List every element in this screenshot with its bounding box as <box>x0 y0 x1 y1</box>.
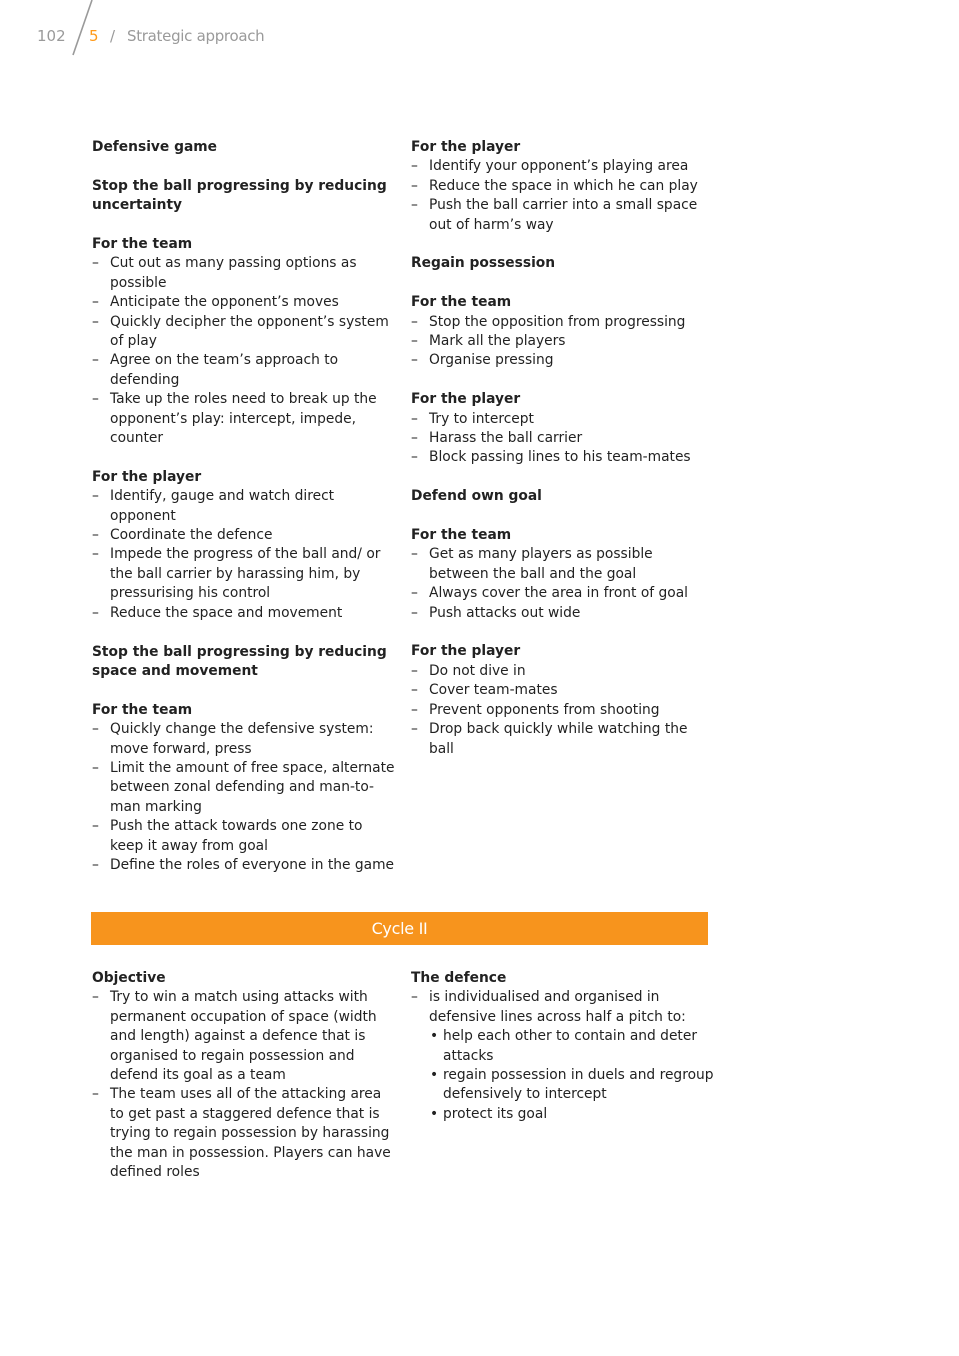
list-item: – Mark all the players <box>411 332 716 351</box>
chapter-separator: / <box>110 27 116 45</box>
list-item-text: is individualised and organised in defensive lines across half a pitch to: <box>429 989 686 1025</box>
bullet-item: • help each other to contain and deter attacks <box>429 1027 716 1066</box>
list-item: – Quickly change the defensive system: move forward, press <box>92 720 397 759</box>
objective-column <box>92 969 397 1202</box>
group-title: For the team <box>92 236 193 252</box>
list-item: – Stop the opposition from progressing <box>411 313 716 332</box>
list-item: – Agree on the team’s approach to defending <box>92 351 397 390</box>
list-item: – The team uses all of the attacking area to get past a staggered defence that is trying to regain possession by harassing the man in possession. Players can have defined roles <box>92 1085 397 1182</box>
dash-list <box>92 254 397 448</box>
subsection-title: Defend own goal <box>411 488 542 505</box>
list-item: – Harass the ball carrier <box>411 429 716 448</box>
list-item: – Reduce the space in which he can play <box>411 177 716 196</box>
list-item: – Reduce the space and movement <box>92 604 397 623</box>
bullet-item: • protect its goal <box>429 1105 716 1124</box>
list-item: – Impede the progress of the ball and/ or the ball carrier by harassing him, by pressurising his control <box>92 545 397 603</box>
dash-list <box>411 988 716 1124</box>
dash-list <box>411 545 716 623</box>
list-item: – Prevent opponents from shooting <box>411 701 716 720</box>
list-item: – Quickly decipher the opponent’s system of play <box>92 313 397 352</box>
bullet-list <box>429 1027 716 1124</box>
list-item: – Take up the roles need to break up the opponent’s play: intercept, impede, counter <box>92 390 397 448</box>
group-title: For the team <box>92 701 193 718</box>
group-title: For the player <box>411 643 521 660</box>
chapter-title: Strategic approach <box>127 27 265 45</box>
group-title: For the team <box>411 527 512 544</box>
list-item: – Try to win a match using attacks with permanent occupation of space (width and length) against a defence that is organised to regain possession and defend its goal as a team <box>92 988 397 1085</box>
group-title: Objective <box>92 970 166 986</box>
list-item: – Cover team-mates <box>411 681 716 700</box>
list-item: – Anticipate the opponent’s moves <box>92 293 397 312</box>
list-item: – Push attacks out wide <box>411 604 716 623</box>
group-title: For the team <box>411 294 512 311</box>
list-item: – Identify your opponent’s playing area <box>411 157 716 176</box>
group-title: For the player <box>411 391 521 408</box>
bullet-item: • regain possession in duels and regroup defensively to intercept <box>429 1066 716 1105</box>
subsection-title: Stop the ball progressing by reducing space and movement <box>92 643 387 679</box>
list-item: – Push the attack towards one zone to keep it away from goal <box>92 817 397 856</box>
subsection-title: Stop the ball progressing by reducing uncertainty <box>92 177 387 214</box>
group-title: For the player <box>411 139 521 155</box>
group-title: The defence <box>411 970 507 986</box>
defence-column <box>411 969 716 1144</box>
dash-list <box>92 988 397 1182</box>
list-item: – Always cover the area in front of goal <box>411 584 716 603</box>
list-item: – Get as many players as possible between the ball and the goal <box>411 545 716 584</box>
list-item: – Identify, gauge and watch direct opponent <box>92 487 397 526</box>
right-column <box>411 138 716 778</box>
subsection-title: Regain possession <box>411 255 556 272</box>
list-item: – Push the ball carrier into a small space out of harm’s way <box>411 196 716 235</box>
cycle-banner: Cycle II <box>91 912 708 945</box>
section-title: Defensive game <box>92 139 218 155</box>
list-item: – Define the roles of everyone in the game <box>92 856 397 875</box>
list-item: – Coordinate the defence <box>92 526 397 545</box>
page-header <box>0 0 959 70</box>
group-title: For the player <box>92 468 202 485</box>
dash-list <box>411 410 716 468</box>
dash-list <box>411 662 716 759</box>
list-item: – Organise pressing <box>411 351 716 370</box>
dash-list <box>92 720 397 875</box>
dash-list <box>92 487 397 623</box>
list-item: – Block passing lines to his team-mates <box>411 448 716 467</box>
chapter-number: 5 <box>89 27 99 45</box>
list-item: – Try to intercept <box>411 410 716 429</box>
list-item <box>411 988 716 1124</box>
page-number: 102 <box>37 27 66 45</box>
list-item: – Drop back quickly while watching the ball <box>411 720 716 759</box>
dash-list <box>411 313 716 371</box>
left-column <box>92 138 397 895</box>
list-item: – Do not dive in <box>411 662 716 681</box>
dash-list <box>411 157 716 235</box>
list-item: – Cut out as many passing options as possible <box>92 254 397 293</box>
list-item: – Limit the amount of free space, alternate between zonal defending and man-to-man marking <box>92 759 397 817</box>
